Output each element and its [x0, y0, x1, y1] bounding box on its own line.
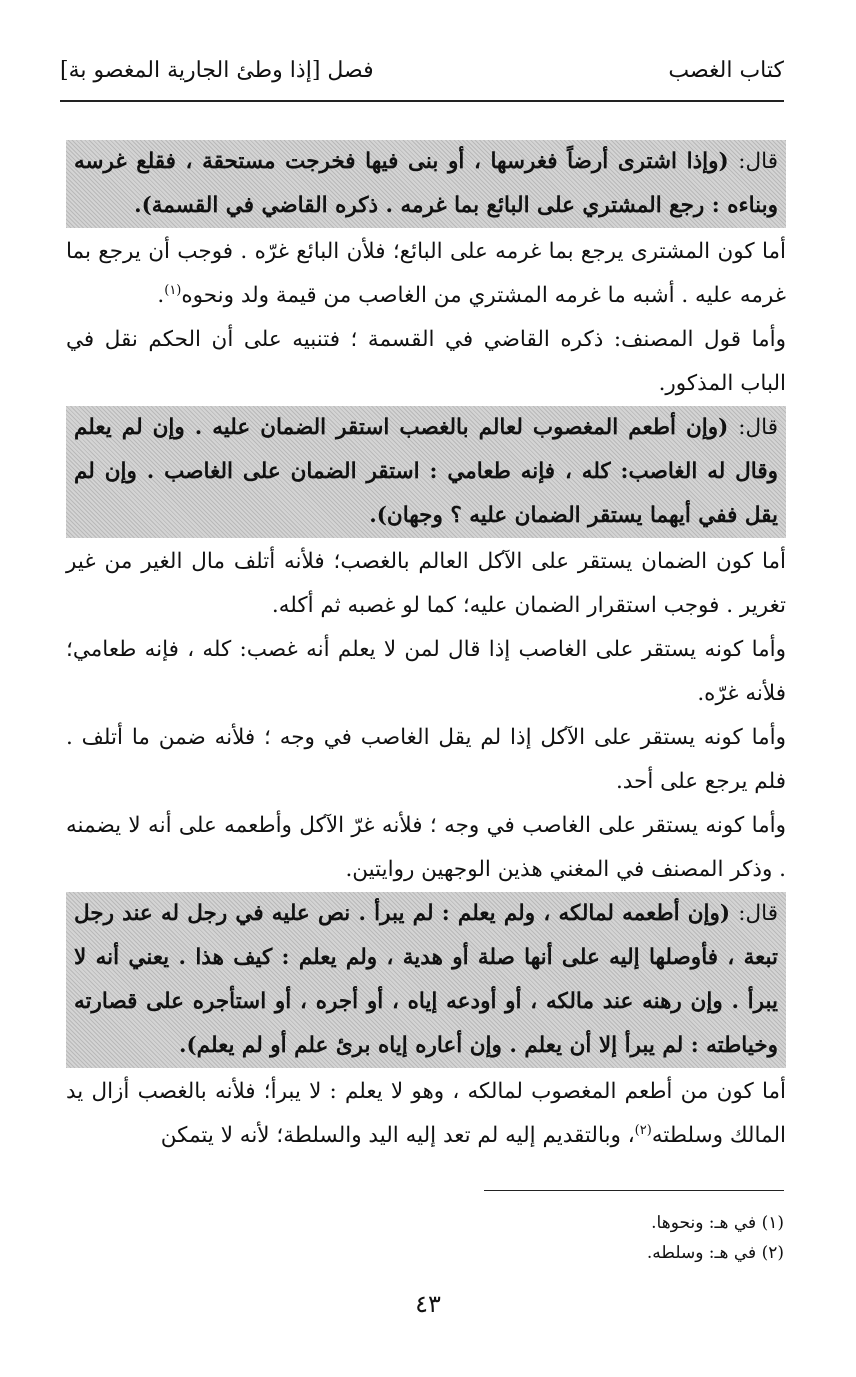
running-header	[60, 58, 784, 98]
footnote-rule	[484, 1190, 784, 1191]
commentary-paragraph	[66, 318, 786, 406]
quote-lead: قال:	[738, 149, 778, 174]
commentary-paragraph	[66, 540, 786, 628]
paragraph-tail: .	[157, 283, 165, 308]
commentary-paragraph	[66, 1070, 786, 1158]
footnote-marker: (٢)	[634, 1122, 652, 1138]
paragraph-text: وأما قول المصنف: ذكره القاضي في القسمة ؛ فتنبيه على أن الحكم نقل في الباب المذكور.	[66, 327, 786, 396]
book-title: كتاب الغصب	[668, 58, 784, 83]
footnote: (١) في هـ: ونحوها.	[651, 1213, 784, 1233]
matn-quote-block	[66, 406, 786, 538]
chapter-title: فصل [إذا وطئ الجارية المغصو بة]	[60, 58, 374, 83]
quote-lead: قال:	[738, 415, 778, 440]
quote-text: (وإن أطعمه لمالكه ، ولم يعلم : لم يبرأ . نص عليه في رجل له عند رجل تبعة ، فأوصلها إليه على أنها صلة أو هدية ، ولم يعلم : كيف هذا . يعني أنه لا يبرأ . وإن رهنه عند مالكه ، أو أودعه إياه ، أو أجره ، أو استأجره على قصارته وخياطته : لم يبرأ إلا أن يعلم . وإن أعاره إياه برئ علم أو لم يعلم).	[74, 901, 778, 1058]
footnote-marker: (١)	[164, 282, 182, 298]
paragraph-text: أما كون من أطعم المغصوب لمالكه ، وهو لا يعلم : لا يبرأ؛ فلأنه بالغصب أزال يد المالك وسلطته	[66, 1079, 786, 1148]
page-body	[66, 140, 786, 1158]
paragraph-text: أما كون الضمان يستقر على الآكل العالم بالغصب؛ فلأنه أتلف مال الغير من غير تغرير . فوجب استقرار الضمان عليه؛ كما لو غصبه ثم أكله.	[66, 549, 786, 618]
commentary-paragraph	[66, 230, 786, 318]
commentary-paragraph	[66, 804, 786, 892]
paragraph-text: وأما كونه يستقر على الآكل إذا لم يقل الغاصب في وجه ؛ فلأنه ضمن ما أتلف . فلم يرجع على أحد.	[66, 725, 786, 794]
footnote: (٢) في هـ: وسلطه.	[646, 1243, 784, 1263]
header-rule	[60, 100, 784, 102]
commentary-paragraph	[66, 628, 786, 716]
paragraph-text: وأما كونه يستقر على الغاصب إذا قال لمن لا يعلم أنه غصب: كله ، فإنه طعامي؛ فلأنه غرّه.	[66, 637, 786, 706]
quote-text: (وإن أطعم المغصوب لعالم بالغصب استقر الضمان عليه . وإن لم يعلم وقال له الغاصب: كله ، فإنه طعامي : استقر الضمان على الغاصب . وإن لم يقل ففي أيهما يستقر الضمان عليه ؟ وجهان).	[74, 415, 778, 528]
quote-lead: قال:	[738, 901, 778, 926]
matn-quote-block	[66, 892, 786, 1068]
matn-quote-block	[66, 140, 786, 228]
footnotes	[60, 1208, 784, 1268]
paragraph-text: أما كون المشترى يرجع بما غرمه على البائع؛ فلأن البائع غرّه . فوجب أن يرجع بما غرمه عليه . أشبه ما غرمه المشتري من الغاصب من قيمة ولد ونحوه	[66, 239, 786, 308]
paragraph-text: وأما كونه يستقر على الغاصب في وجه ؛ فلأنه غرّ الآكل وأطعمه على أنه لا يضمنه . وذكر المصنف في المغني هذين الوجهين روايتين.	[66, 813, 786, 882]
quote-text: (وإذا اشترى أرضاً فغرسها ، أو بنى فيها فخرجت مستحقة ، فقلع غرسه وبناءه : رجع المشتري على البائع بما غرمه . ذكره القاضي في القسمة).	[74, 149, 778, 218]
commentary-paragraph	[66, 716, 786, 804]
paragraph-tail: ، وبالتقديم إليه لم تعد إليه اليد والسلطة؛ لأنه لا يتمكن	[160, 1123, 635, 1148]
page-number: ٤٣	[415, 1290, 441, 1318]
